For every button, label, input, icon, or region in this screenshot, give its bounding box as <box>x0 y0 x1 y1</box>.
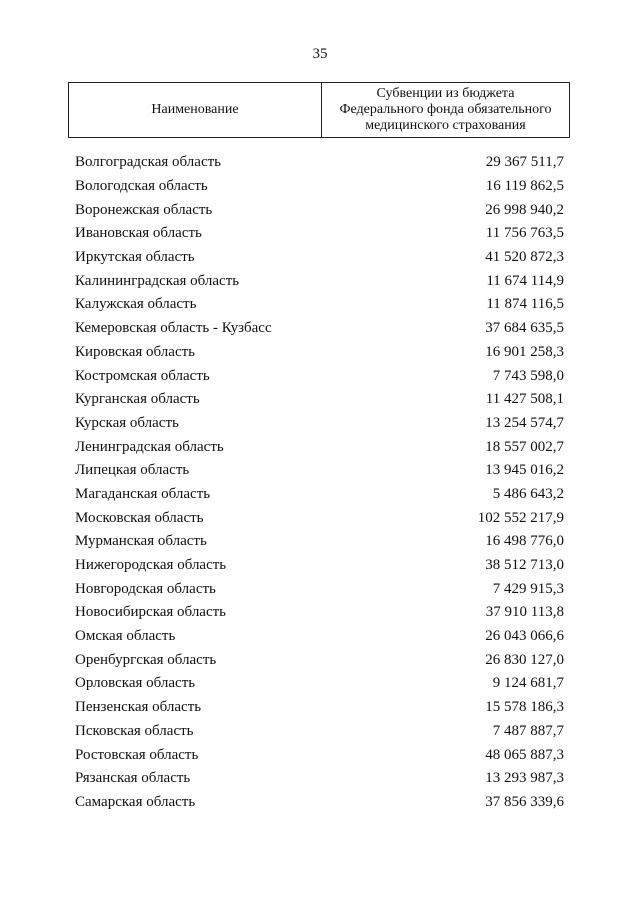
table-row <box>75 530 564 554</box>
subsidy-amount: 13 254 574,7 <box>485 414 564 431</box>
subsidy-amount: 41 520 872,3 <box>485 249 564 266</box>
table-row <box>75 483 564 507</box>
subsidy-amount: 37 856 339,6 <box>485 793 564 810</box>
region-name: Курганская область <box>75 391 200 408</box>
column-header-subsidies <box>322 83 570 137</box>
table-row <box>75 412 564 436</box>
region-name: Кемеровская область - Кузбасс <box>75 320 272 337</box>
subsidy-amount: 7 429 915,3 <box>492 580 564 597</box>
region-name: Самарская область <box>75 793 196 810</box>
table-row <box>75 293 564 317</box>
region-name: Ленинградская область <box>75 438 224 455</box>
table-row <box>75 791 564 815</box>
region-name: Ростовская область <box>75 746 199 763</box>
region-name: Калужская область <box>75 296 197 313</box>
subsidy-amount: 102 552 217,9 <box>477 509 564 526</box>
subsidy-amount: 5 486 643,2 <box>492 485 564 502</box>
column-header-subsidies-line: Субвенции из бюджета <box>376 86 515 101</box>
column-header-name: Наименование <box>68 83 322 137</box>
table-row <box>75 696 564 720</box>
subsidy-amount: 7 743 598,0 <box>492 367 564 384</box>
region-name: Липецкая область <box>75 462 190 479</box>
table-row <box>75 459 564 483</box>
region-name: Ивановская область <box>75 225 202 242</box>
subsidy-amount: 11 427 508,1 <box>485 391 564 408</box>
region-name: Новгородская область <box>75 580 216 597</box>
table-row <box>75 767 564 791</box>
region-name: Пензенская область <box>75 699 202 716</box>
subsidy-amount: 11 756 763,5 <box>485 225 564 242</box>
region-name: Омская область <box>75 628 176 645</box>
table-row <box>75 672 564 696</box>
region-name: Псковская область <box>75 722 194 739</box>
table-row <box>75 743 564 767</box>
region-name: Магаданская область <box>75 485 211 502</box>
subsidy-amount: 7 487 887,7 <box>492 722 564 739</box>
subsidy-amount: 38 512 713,0 <box>485 557 564 574</box>
subsidy-amount: 16 119 862,5 <box>485 178 564 195</box>
table-row <box>75 198 564 222</box>
subsidy-amount: 29 367 511,7 <box>485 154 564 171</box>
table-row <box>75 388 564 412</box>
subsidy-amount: 37 910 113,8 <box>485 604 564 621</box>
subsidy-amount: 13 293 987,3 <box>485 770 564 787</box>
table-row <box>75 317 564 341</box>
table-row <box>75 506 564 530</box>
table-row <box>75 577 564 601</box>
table-row <box>75 222 564 246</box>
region-name: Воронежская область <box>75 201 213 218</box>
subsidy-amount: 16 901 258,3 <box>485 343 564 360</box>
region-name: Костромская область <box>75 367 210 384</box>
table-row <box>75 554 564 578</box>
region-name: Калининградская область <box>75 272 240 289</box>
column-header-subsidies-line: Федерального фонда обязательного <box>339 102 552 117</box>
region-name: Нижегородская область <box>75 557 227 574</box>
region-name: Московская область <box>75 509 204 526</box>
table-row <box>75 601 564 625</box>
table-row <box>75 151 564 175</box>
table-header <box>68 82 570 138</box>
region-name: Иркутская область <box>75 249 195 266</box>
region-name: Кировская область <box>75 343 196 360</box>
subsidy-amount: 26 043 066,6 <box>485 628 564 645</box>
region-name: Новосибирская область <box>75 604 227 621</box>
region-name: Мурманская область <box>75 533 207 550</box>
column-header-subsidies-line: медицинского страхования <box>365 118 526 133</box>
region-name: Курская область <box>75 414 179 431</box>
subsidy-amount: 26 998 940,2 <box>485 201 564 218</box>
region-name: Орловская область <box>75 675 196 692</box>
page-number: 35 <box>312 46 328 62</box>
table-row <box>75 435 564 459</box>
region-name: Оренбургская область <box>75 651 217 668</box>
table-row <box>75 246 564 270</box>
table-row <box>75 648 564 672</box>
subsidy-amount: 9 124 681,7 <box>492 675 564 692</box>
table-row <box>75 625 564 649</box>
table-row <box>75 175 564 199</box>
table-row <box>75 269 564 293</box>
region-name: Рязанская область <box>75 770 191 787</box>
subsidy-amount: 48 065 887,3 <box>485 746 564 763</box>
subsidy-amount: 15 578 186,3 <box>485 699 564 716</box>
region-name: Вологодская область <box>75 178 208 195</box>
subsidy-amount: 11 874 116,5 <box>486 296 564 313</box>
table-row <box>75 720 564 744</box>
table-body <box>75 151 564 814</box>
subsidy-amount: 37 684 635,5 <box>485 320 564 337</box>
subsidy-amount: 18 557 002,7 <box>485 438 564 455</box>
table-row <box>75 341 564 365</box>
subsidy-amount: 26 830 127,0 <box>485 651 564 668</box>
subsidy-amount: 11 674 114,9 <box>486 272 564 289</box>
table-row <box>75 364 564 388</box>
subsidy-amount: 13 945 016,2 <box>485 462 564 479</box>
region-name: Волгоградская область <box>75 154 221 171</box>
subsidy-amount: 16 498 776,0 <box>485 533 564 550</box>
